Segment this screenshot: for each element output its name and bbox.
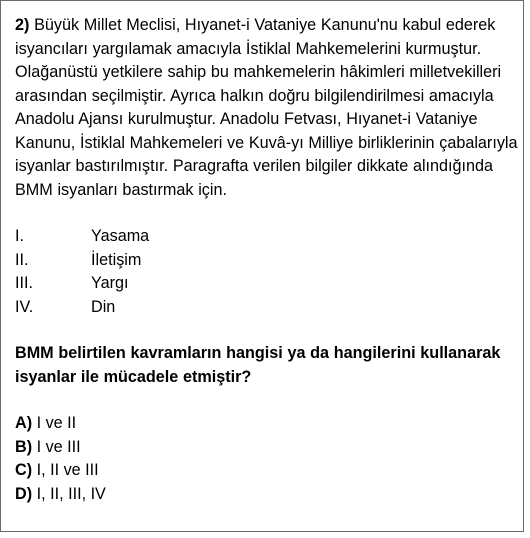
statement-numeral: III. [15,274,33,292]
option-letter: B) [15,437,33,456]
option-letter: A) [15,414,33,432]
question-prompt: BMM belirtilen kavramların hangisi ya da hangilerini kullanarak isyanlar ile mücadele etmiştir? [15,344,501,386]
option-letter: C) [15,461,33,479]
question-content [15,14,521,506]
statement-numeral: II. [15,250,29,269]
option-c[interactable] [15,459,521,483]
statement-item [15,225,521,249]
statement-text: Din [91,297,116,316]
statement-numeral: I. [15,227,24,245]
question-paragraph [15,14,521,202]
answer-options [15,412,521,506]
statement-numeral: IV. [15,297,34,316]
option-a[interactable] [15,412,521,436]
option-b[interactable] [15,436,521,460]
option-text: I ve III [36,437,81,456]
option-d[interactable] [15,483,521,507]
option-text: I ve II [36,414,77,432]
statement-text: İletişim [91,250,142,269]
statement-text: Yasama [91,227,150,245]
statement-text: Yargı [91,274,129,292]
paragraph-text: Büyük Millet Meclisi, Hıyanet-i Vataniye Kanunu'nu kabul ederek isyancıları yargılamak amacıyla İstiklal Mahkemelerini kurmuştur. Olağanüstü yetkilere sahip bu mahkemelerin hâkimleri milletvekilleri arasından seçilmiştir. Ayrıca halkın doğru bilgilendirilmesi amacıyla Anadolu Ajansı kurulmuştur. Anadolu Fetvası, Hıyanet-i Vataniye Kanunu, İstiklal Mahkemeleri ve Kuvâ-yı Milliye birliklerinin çabalarıyla isyanlar bastırılmıştır. Paragrafta verilen bilgiler dikkate alındığında BMM isyanları bastırmak için. [15,16,518,199]
statement-list [15,225,521,319]
option-text: I, II, III, IV [36,484,106,503]
question-number: 2) [15,16,30,34]
statement-item [15,296,521,320]
statement-item [15,272,521,296]
statement-item [15,249,521,273]
option-letter: D) [15,484,33,503]
option-text: I, II ve III [36,461,99,479]
